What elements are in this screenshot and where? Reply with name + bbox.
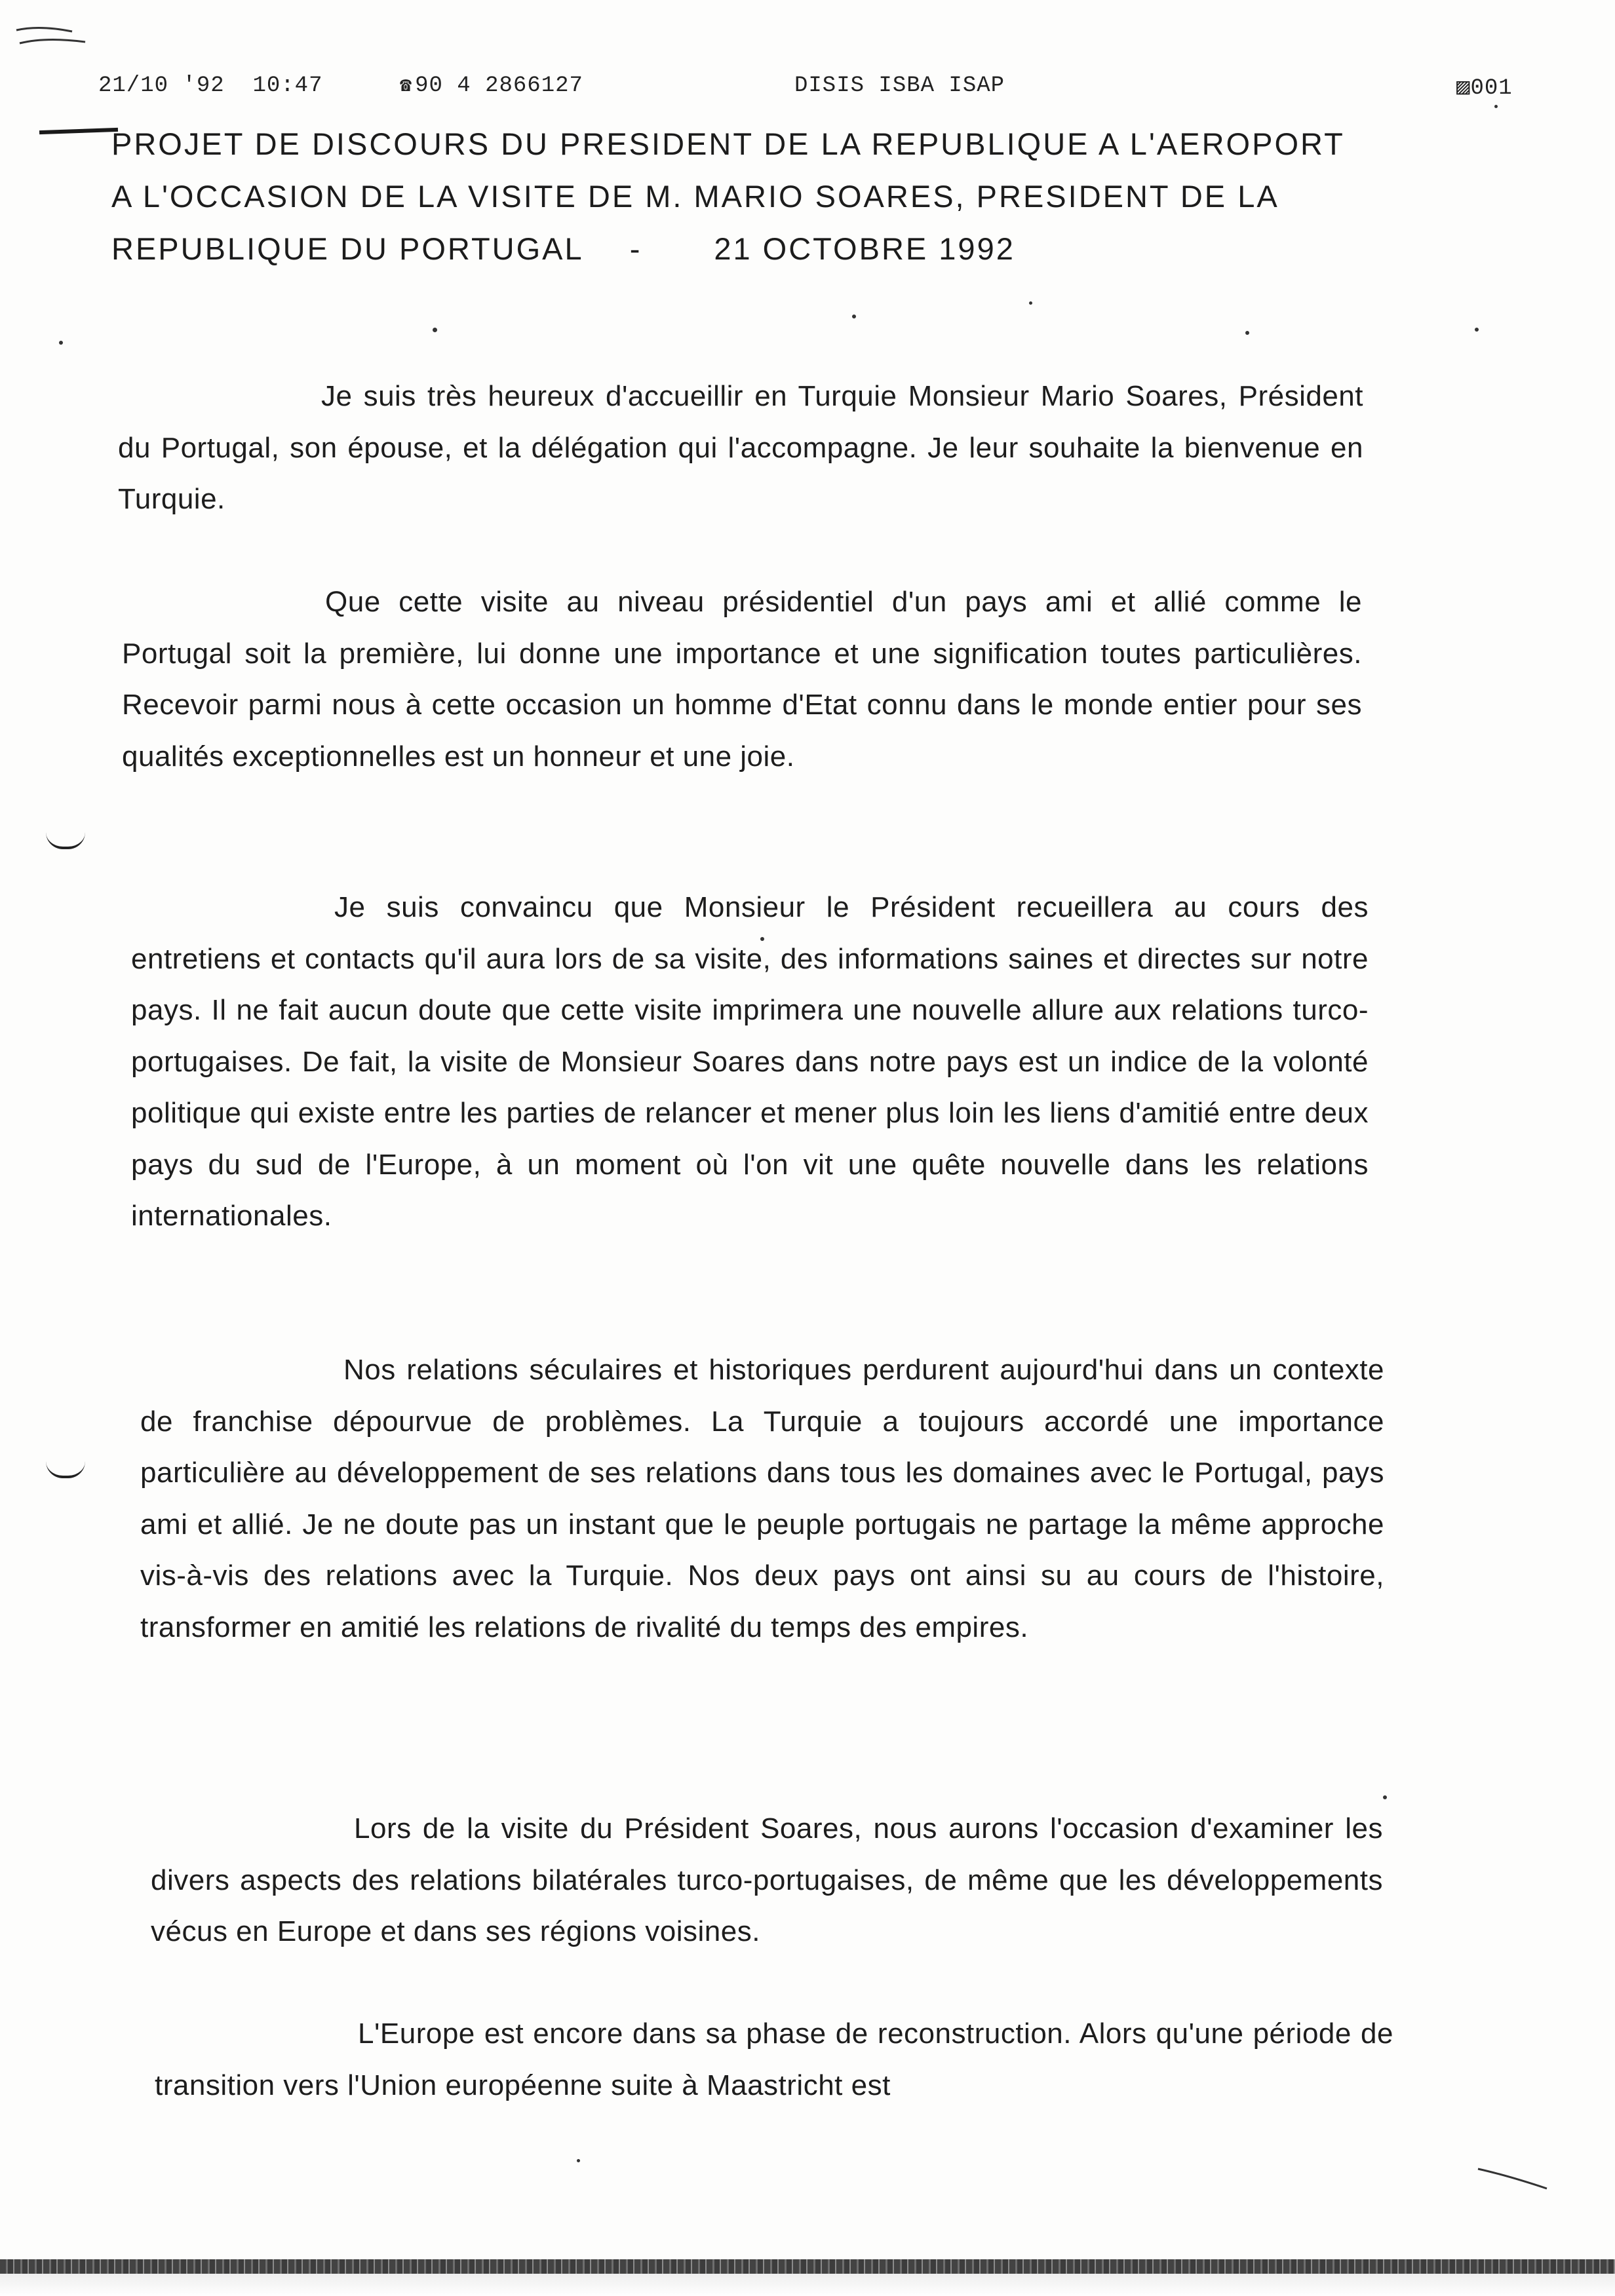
margin-mark [46, 832, 85, 849]
scan-speck [1245, 331, 1249, 335]
speech-paragraph [140, 1345, 1384, 1653]
telephone-icon: ☎ [400, 75, 413, 98]
title-line-3 [111, 223, 1357, 275]
paragraph-text: Nos relations séculaires et historiques perdurent aujourd'hui dans un contexte de franchise dépourvue de problèmes. La Turquie a toujours accordé une importance particulière au développement de ses relations dans tous les domaines avec le Portugal, pays ami et allié. Je ne doute pas un instant que le peuple portugais ne partage la même approche vis-à-vis des relations avec la Turquie. Nos deux pays ont ainsi su au cours de l'histoire, transformer en amitié les relations de rivalité du temps des empires. [140, 1354, 1384, 1643]
scan-speck [577, 2159, 580, 2162]
fax-page-number [1456, 73, 1513, 101]
fax-date-time [98, 73, 322, 98]
fax-sender: DISIS ISBA ISAP [794, 73, 1005, 98]
title-strike-mark [39, 128, 118, 134]
scan-speck [852, 315, 856, 318]
speech-paragraph [151, 1803, 1383, 1958]
fax-phone-number: 90 4 2866127 [415, 73, 583, 98]
fax-phone [400, 73, 583, 98]
scan-speck [1475, 328, 1479, 332]
scan-speck [59, 341, 63, 345]
page-box-icon: ▨ [1456, 76, 1471, 101]
paragraph-text: L'Europe est encore dans sa phase de reconstruction. Alors qu'une période de transition vers l'Union européenne suite à Maastricht est [155, 2018, 1393, 2101]
paragraph-text: Lors de la visite du Président Soares, nous aurons l'occasion d'examiner les divers aspects des relations bilatérales turco-portugaises, de même que les développements vécus en Europe et dans ses régions voisines. [151, 1812, 1383, 1947]
title-country: REPUBLIQUE DU PORTUGAL [111, 231, 584, 266]
title-date: 21 OCTOBRE 1992 [714, 231, 1015, 266]
fax-page-value: 001 [1470, 76, 1513, 101]
fax-time: 10:47 [252, 73, 323, 98]
scan-scribble-mark [1475, 2162, 1553, 2195]
scan-edge-noise [0, 2259, 1615, 2274]
scan-speck [1383, 1795, 1387, 1799]
speech-paragraph [122, 577, 1362, 782]
speech-paragraph [118, 371, 1363, 526]
speech-paragraph [155, 2008, 1393, 2111]
title-dash: - [629, 231, 642, 266]
paragraph-text: Je suis convaincu que Monsieur le Président recueillera au cours des entretiens et contacts qu'il aura lors de sa visite, des informations saines et directes sur notre pays. Il ne fait aucun doute que cette visite imprimera une nouvelle allure aux relations turco-portugaises. De fait, la visite de Monsieur Soares dans notre pays est un indice de la volonté politique qui existe entre les parties de relancer et mener plus loin les liens d'amitié entre deux pays du sud de l'Europe, à un moment où l'on vit une quête nouvelle dans les relations internationales. [131, 891, 1369, 1232]
scan-scribble-mark [13, 24, 92, 50]
speech-paragraph [131, 882, 1369, 1242]
fax-date: 21/10 '92 [98, 73, 225, 98]
scan-speck [433, 328, 437, 332]
title-line-1: PROJET DE DISCOURS DU PRESIDENT DE LA REPUBLIQUE A L'AEROPORT [111, 126, 1345, 161]
fax-transmission-header [98, 73, 1534, 106]
scan-edge [0, 2274, 1615, 2296]
margin-mark [46, 1461, 85, 1478]
scan-speck [1029, 301, 1032, 305]
paragraph-text: Je suis très heureux d'accueillir en Turquie Monsieur Mario Soares, Président du Portugal, son épouse, et la délégation qui l'accompagne. Je leur souhaite la bienvenue en Turquie. [118, 380, 1363, 515]
paragraph-text: Que cette visite au niveau présidentiel d'un pays ami et allié comme le Portugal soit la première, lui donne une importance et une signification toutes particulières. Recevoir parmi nous à cette occasion un homme d'Etat connu dans le monde entier pour ses qualités exceptionnelles est un honneur et une joie. [122, 586, 1362, 773]
document-title [111, 118, 1357, 275]
title-line-2: A L'OCCASION DE LA VISITE DE M. MARIO SOARES, PRESIDENT DE LA [111, 179, 1279, 214]
